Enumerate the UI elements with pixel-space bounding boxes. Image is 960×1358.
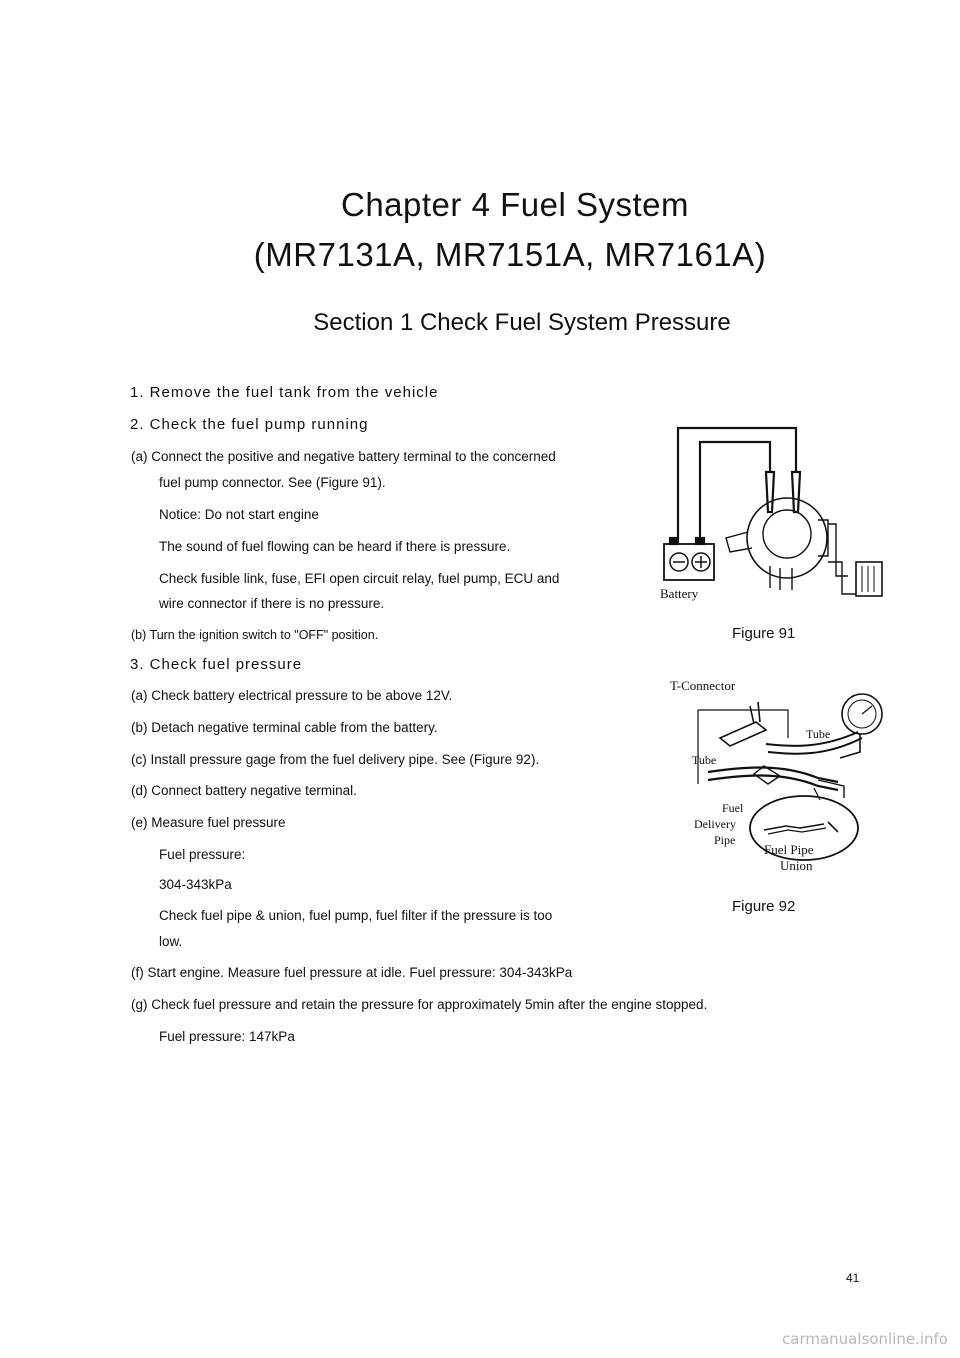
- line-2a: (a) Connect the positive and negative battery terminal to the concerned: [131, 449, 556, 464]
- line-sound: The sound of fuel flowing can be heard if there is pressure.: [159, 539, 511, 554]
- chapter-title: Chapter 4 Fuel System: [341, 186, 689, 223]
- line-2a-cont: fuel pump connector. See (Figure 91).: [159, 475, 386, 490]
- step-3: 3. Check fuel pressure: [130, 656, 303, 673]
- section-title: Section 1 Check Fuel System Pressure: [313, 309, 731, 336]
- line-3a: (a) Check battery electrical pressure to be above 12V.: [131, 688, 453, 703]
- line-check-pipe-cont: low.: [159, 934, 183, 949]
- models-subtitle: (MR7131A, MR7151A, MR7161A): [253, 236, 767, 273]
- line-check-pipe: Check fuel pipe & union, fuel pump, fuel filter if the pressure is too: [159, 908, 553, 923]
- figure-91-diagram: [652, 416, 900, 606]
- line-notice: Notice: Do not start engine: [159, 507, 319, 522]
- fuel-pipe-label: Fuel Pipe: [764, 842, 814, 857]
- figure-92-diagram: [668, 672, 894, 876]
- line-3g-pressure: Fuel pressure: 147kPa: [159, 1029, 295, 1044]
- pipe-label: Pipe: [714, 833, 736, 847]
- line-3g: (g) Check fuel pressure and retain the pressure for approximately 5min after the engine stopped.: [131, 997, 708, 1012]
- figure-91-caption: Figure 91: [732, 625, 796, 642]
- tube-left-label: Tube: [692, 753, 717, 767]
- line-3d: (d) Connect battery negative terminal.: [131, 783, 357, 798]
- line-fuel-pressure-value: 304-343kPa: [159, 877, 232, 892]
- line-2b: (b) Turn the ignition switch to "OFF" position.: [131, 628, 379, 642]
- line-check-fusible-cont: wire connector if there is no pressure.: [159, 596, 385, 611]
- figure-92-caption: Figure 92: [732, 898, 796, 915]
- watermark-text: carmanualsonline.info: [782, 1330, 948, 1348]
- tube-right-label: Tube: [806, 727, 831, 741]
- line-3e: (e) Measure fuel pressure: [131, 815, 286, 830]
- step-1: 1. Remove the fuel tank from the vehicle: [130, 384, 439, 401]
- fuel-label: Fuel: [722, 801, 744, 815]
- line-3b: (b) Detach negative terminal cable from the battery.: [131, 720, 438, 735]
- page-number: 41: [846, 1271, 860, 1285]
- line-3c: (c) Install pressure gage from the fuel delivery pipe. See (Figure 92).: [131, 752, 540, 767]
- line-fuel-pressure-label: Fuel pressure:: [159, 847, 246, 862]
- battery-label: Battery: [660, 586, 699, 601]
- union-label: Union: [780, 858, 813, 873]
- line-3f: (f) Start engine. Measure fuel pressure at idle. Fuel pressure: 304-343kPa: [131, 965, 573, 980]
- t-connector-label: T-Connector: [670, 678, 736, 693]
- step-2: 2. Check the fuel pump running: [130, 416, 369, 433]
- line-check-fusible: Check fusible link, fuse, EFI open circuit relay, fuel pump, ECU and: [159, 571, 560, 586]
- delivery-label: Delivery: [694, 817, 736, 831]
